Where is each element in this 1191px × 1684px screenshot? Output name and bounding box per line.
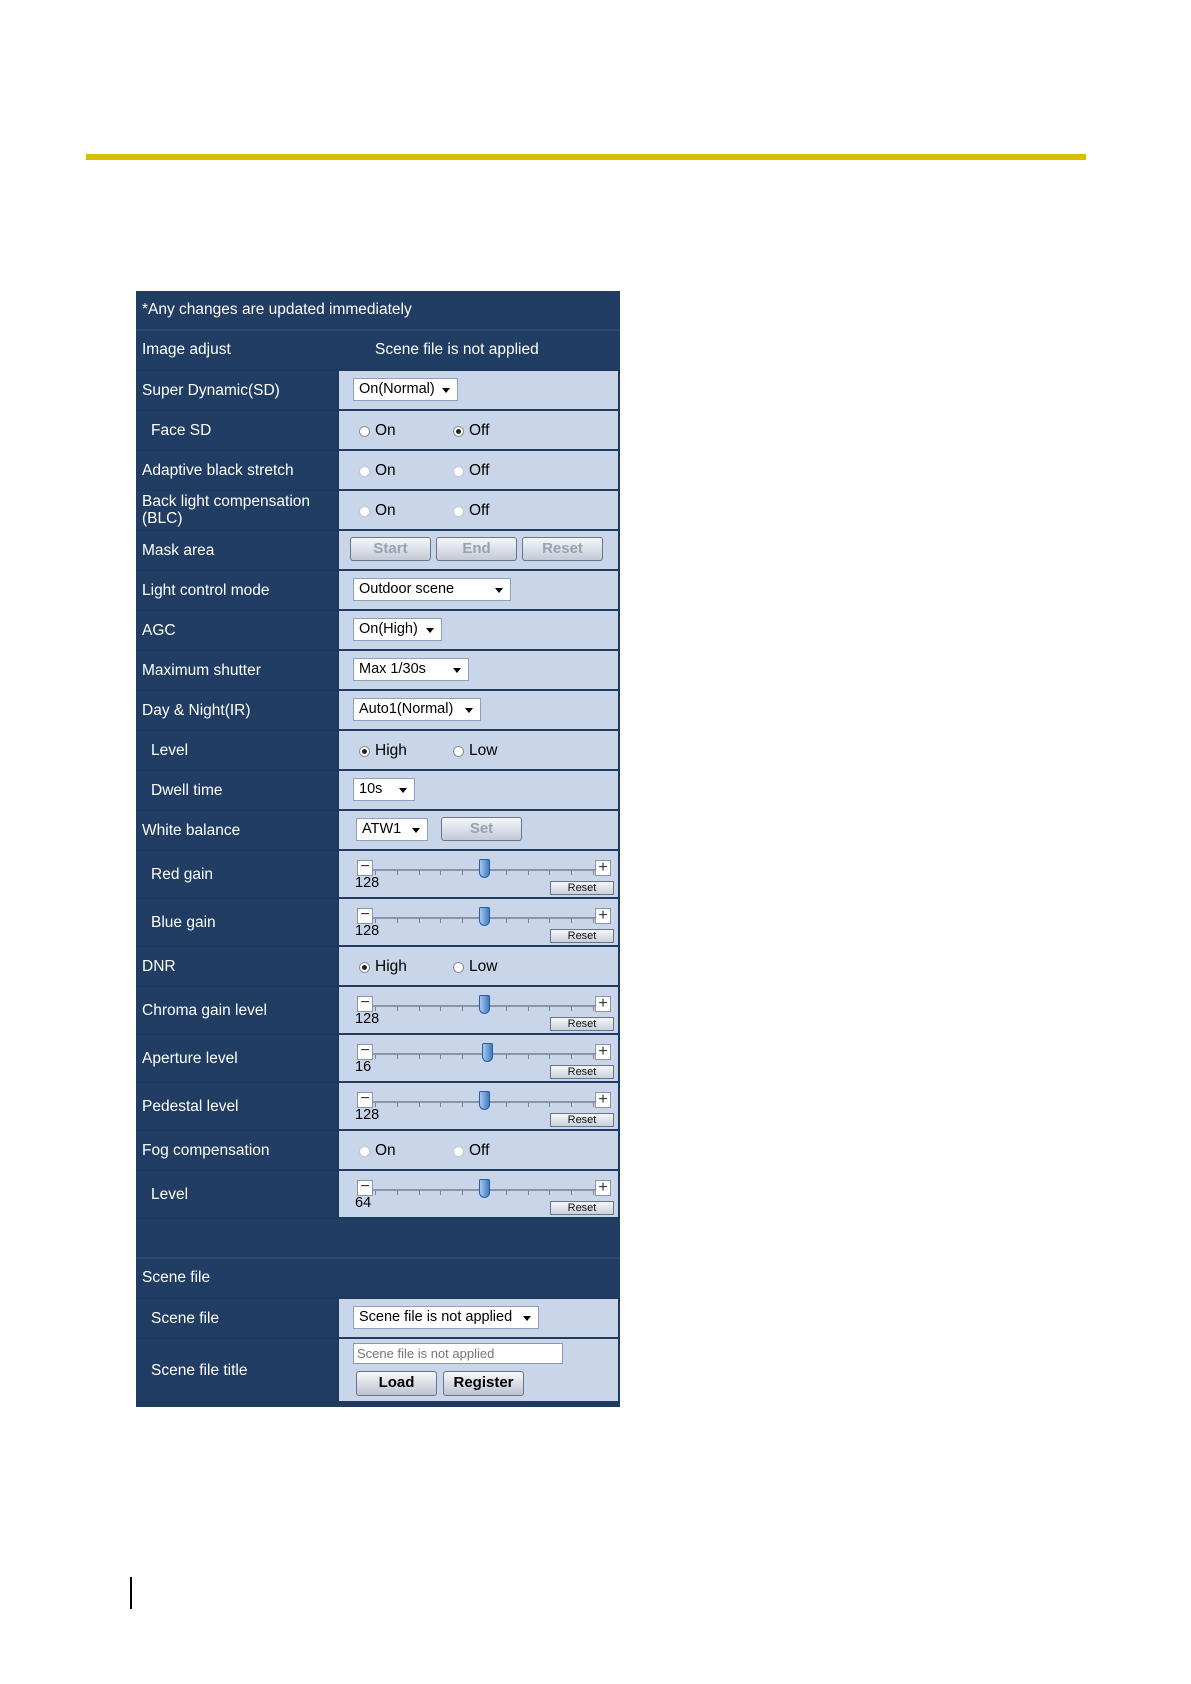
scene-title-input[interactable] [353, 1343, 563, 1364]
tick-mark [528, 1055, 529, 1059]
slider-reset-button[interactable]: Reset [550, 1017, 614, 1031]
tick-mark [528, 871, 529, 875]
tick-mark [440, 919, 441, 923]
row-day-night [136, 691, 620, 729]
red-gain-label: Red gain [136, 851, 337, 897]
tick-mark [549, 1103, 550, 1107]
select-value: Outdoor scene [359, 581, 455, 597]
white-balance-select[interactable] [356, 818, 428, 841]
value-cell [339, 651, 618, 689]
mask-area-label: Mask area [136, 531, 337, 569]
radio-selected-icon [359, 962, 370, 973]
pedestal-slider[interactable] [339, 1083, 618, 1129]
radio-label: On [375, 462, 396, 479]
row-fog [136, 1131, 620, 1169]
tick-mark [549, 919, 550, 923]
super-dynamic-label: Super Dynamic(SD) [136, 371, 337, 409]
slider-thumb[interactable] [479, 1179, 490, 1198]
blc-on-radio[interactable] [359, 502, 396, 520]
tick-mark [462, 1191, 463, 1195]
radio-selected-icon [359, 746, 370, 757]
dwell-time-select[interactable] [353, 778, 415, 801]
blc-label-line2: (BLC) [142, 510, 183, 527]
blc-label [136, 491, 337, 529]
slider-value: 16 [355, 1059, 372, 1075]
value-cell [339, 491, 618, 529]
tick-mark [440, 1191, 441, 1195]
value-cell [339, 947, 618, 985]
image-adjust-panel [136, 291, 620, 1407]
day-night-label: Day & Night(IR) [136, 691, 337, 729]
tick-mark [506, 1103, 507, 1107]
blue-gain-label: Blue gain [136, 899, 337, 945]
tick-mark [506, 1191, 507, 1195]
tick-mark [528, 1103, 529, 1107]
tick-mark [462, 871, 463, 875]
row-chroma-gain [136, 987, 620, 1033]
slider-value: 64 [355, 1195, 372, 1211]
blue-gain-slider[interactable] [339, 899, 618, 945]
tick-mark [440, 1007, 441, 1011]
mask-start-button[interactable]: Start [350, 537, 431, 561]
light-control-select[interactable] [353, 578, 511, 601]
tick-mark [397, 1103, 398, 1107]
tick-mark [462, 1007, 463, 1011]
slider-value: 128 [355, 1011, 380, 1027]
tick-mark [440, 871, 441, 875]
fog-level-slider[interactable] [339, 1171, 618, 1217]
tick-mark [528, 1007, 529, 1011]
row-white-balance [136, 811, 620, 849]
image-adjust-title: Image adjust [142, 341, 231, 358]
value-cell [339, 371, 618, 409]
tick-mark [462, 1103, 463, 1107]
tick-mark [419, 1191, 420, 1195]
minus-icon[interactable]: − [357, 996, 373, 1012]
minus-icon[interactable]: − [357, 908, 373, 924]
scene-file-label: Scene file [136, 1299, 337, 1337]
mask-reset-button[interactable]: Reset [522, 537, 603, 561]
image-adjust-header [136, 331, 620, 369]
chevron-down-icon [426, 628, 434, 633]
tick-mark [571, 871, 572, 875]
tick-mark [571, 1007, 572, 1011]
dnr-label: DNR [136, 947, 337, 985]
tick-mark [571, 919, 572, 923]
adaptive-black-on-radio[interactable] [359, 462, 396, 480]
row-face-sd [136, 411, 620, 449]
row-fog-level [136, 1171, 620, 1217]
row-super-dynamic [136, 371, 620, 409]
minus-icon[interactable]: − [357, 860, 373, 876]
value-cell [339, 1339, 618, 1401]
day-night-select[interactable] [353, 698, 481, 721]
slider-value: 128 [355, 875, 380, 891]
blc-off-radio[interactable] [453, 502, 489, 520]
tick-mark [593, 1007, 594, 1011]
chevron-down-icon [523, 1316, 531, 1321]
row-dwell-time [136, 771, 620, 809]
tick-mark [397, 1007, 398, 1011]
aperture-label: Aperture level [136, 1035, 337, 1081]
tick-mark [419, 871, 420, 875]
tick-mark [397, 919, 398, 923]
radio-label: On [375, 1142, 396, 1159]
minus-icon[interactable]: − [357, 1044, 373, 1060]
plus-icon[interactable]: + [595, 1092, 611, 1108]
value-cell [339, 411, 618, 449]
row-aperture [136, 1035, 620, 1081]
row-scene-file [136, 1299, 620, 1337]
notice-text: *Any changes are updated immediately [136, 291, 620, 329]
select-value: ATW1 [362, 821, 402, 837]
slider-thumb[interactable] [479, 995, 490, 1014]
radio-icon [453, 506, 464, 517]
super-dynamic-select[interactable] [353, 378, 458, 401]
tick-mark [549, 1007, 550, 1011]
value-cell [339, 611, 618, 649]
register-button[interactable]: Register [443, 1371, 524, 1396]
slider-value: 128 [355, 923, 380, 939]
radio-icon [359, 426, 370, 437]
select-value: Scene file is not applied [359, 1309, 513, 1325]
radio-label: Off [469, 502, 490, 519]
row-light-control [136, 571, 620, 609]
radio-icon [453, 746, 464, 757]
tick-mark [506, 1007, 507, 1011]
tick-mark [506, 919, 507, 923]
slider-reset-button[interactable]: Reset [550, 1113, 614, 1127]
tick-mark [397, 1055, 398, 1059]
slider-reset-button[interactable]: Reset [550, 1201, 614, 1215]
tick-mark [506, 871, 507, 875]
tick-mark [419, 1055, 420, 1059]
red-gain-slider[interactable] [339, 851, 618, 897]
radio-label: Off [469, 1142, 490, 1159]
value-cell [339, 731, 618, 769]
agc-label: AGC [136, 611, 337, 649]
value-cell [339, 691, 618, 729]
dnr-high-radio[interactable] [359, 958, 407, 976]
light-control-label: Light control mode [136, 571, 337, 609]
tick-mark [419, 1007, 420, 1011]
radio-label: Off [469, 462, 490, 479]
chroma-gain-slider[interactable] [339, 987, 618, 1033]
tick-mark [528, 1191, 529, 1195]
row-adaptive-black [136, 451, 620, 489]
page-header-rule [86, 154, 1086, 160]
row-dnr [136, 947, 620, 985]
dwell-time-label: Dwell time [136, 771, 337, 809]
radio-icon [359, 506, 370, 517]
select-value: Max 1/30s [359, 661, 426, 677]
dn-level-low-radio[interactable] [453, 742, 497, 760]
plus-icon[interactable]: + [595, 908, 611, 924]
face-sd-off-radio[interactable] [453, 422, 489, 440]
radio-icon [359, 466, 370, 477]
agc-select[interactable] [353, 618, 442, 641]
spacer-row [136, 1219, 620, 1257]
slider-thumb[interactable] [479, 907, 490, 926]
dn-level-high-radio[interactable] [359, 742, 407, 760]
plus-icon[interactable]: + [595, 860, 611, 876]
tick-mark [528, 919, 529, 923]
tick-mark [462, 919, 463, 923]
tick-mark [440, 1055, 441, 1059]
tick-mark [462, 1055, 463, 1059]
tick-mark [571, 1055, 572, 1059]
radio-icon [359, 1146, 370, 1157]
slider-thumb[interactable] [479, 1091, 490, 1110]
tick-mark [571, 1103, 572, 1107]
tick-mark [375, 1191, 376, 1195]
tick-mark [419, 1103, 420, 1107]
scene-status-text: Scene file is not applied [375, 341, 539, 358]
value-cell [339, 531, 618, 569]
load-button[interactable]: Load [356, 1371, 437, 1396]
scene-title-label: Scene file title [136, 1339, 337, 1401]
radio-icon [453, 1146, 464, 1157]
plus-icon[interactable]: + [595, 1180, 611, 1196]
radio-icon [453, 466, 464, 477]
row-max-shutter [136, 651, 620, 689]
chroma-gain-label: Chroma gain level [136, 987, 337, 1033]
adaptive-black-label: Adaptive black stretch [136, 451, 337, 489]
value-cell [339, 571, 618, 609]
radio-label: High [375, 958, 407, 975]
row-agc [136, 611, 620, 649]
row-mask-area [136, 531, 620, 569]
tick-mark [397, 1191, 398, 1195]
white-balance-label: White balance [136, 811, 337, 849]
radio-label: On [375, 502, 396, 519]
scene-file-select[interactable] [353, 1306, 539, 1329]
tick-mark [571, 1191, 572, 1195]
tick-mark [593, 871, 594, 875]
tick-mark [397, 871, 398, 875]
max-shutter-label: Maximum shutter [136, 651, 337, 689]
face-sd-label: Face SD [136, 411, 337, 449]
chevron-down-icon [453, 668, 461, 673]
slider-reset-button[interactable]: Reset [550, 881, 614, 895]
minus-icon[interactable]: − [357, 1180, 373, 1196]
tick-mark [549, 871, 550, 875]
fog-level-label: Level [136, 1171, 337, 1217]
radio-label: On [375, 422, 396, 439]
tick-mark [419, 919, 420, 923]
page-margin-mark [130, 1577, 132, 1609]
select-value: Auto1(Normal) [359, 701, 454, 717]
slider-thumb[interactable] [482, 1043, 493, 1062]
plus-icon[interactable]: + [595, 1044, 611, 1060]
select-value: On(High) [359, 621, 418, 637]
blc-label-line1: Back light compensation [142, 493, 311, 510]
slider-value: 128 [355, 1107, 380, 1123]
radio-selected-icon [453, 426, 464, 437]
plus-icon[interactable]: + [595, 996, 611, 1012]
row-dn-level [136, 731, 620, 769]
chevron-down-icon [399, 788, 407, 793]
tick-mark [506, 1055, 507, 1059]
chevron-down-icon [465, 708, 473, 713]
chevron-down-icon [412, 828, 420, 833]
tick-mark [549, 1191, 550, 1195]
dnr-low-radio[interactable] [453, 958, 497, 976]
tick-mark [593, 1191, 594, 1195]
tick-mark [593, 1055, 594, 1059]
radio-label: Off [469, 422, 490, 439]
value-cell [339, 1299, 618, 1337]
slider-thumb[interactable] [479, 859, 490, 878]
slider-reset-button[interactable]: Reset [550, 1065, 614, 1079]
tick-mark [593, 919, 594, 923]
value-cell [339, 771, 618, 809]
slider-reset-button[interactable]: Reset [550, 929, 614, 943]
tick-mark [375, 1055, 376, 1059]
adaptive-black-off-radio[interactable] [453, 462, 489, 480]
mask-end-button[interactable]: End [436, 537, 517, 561]
pedestal-label: Pedestal level [136, 1083, 337, 1129]
select-value: 10s [359, 781, 383, 797]
face-sd-on-radio[interactable] [359, 422, 396, 440]
row-red-gain [136, 851, 620, 897]
row-pedestal [136, 1083, 620, 1129]
radio-label: Low [469, 958, 498, 975]
tick-mark [549, 1055, 550, 1059]
value-cell [339, 451, 618, 489]
radio-label: Low [469, 742, 498, 759]
aperture-slider[interactable] [339, 1035, 618, 1081]
chevron-down-icon [442, 388, 450, 393]
radio-label: High [375, 742, 407, 759]
row-scene-title [136, 1339, 620, 1401]
max-shutter-select[interactable] [353, 658, 469, 681]
row-blc [136, 491, 620, 529]
tick-mark [440, 1103, 441, 1107]
select-value: On(Normal) [359, 381, 435, 397]
fog-label: Fog compensation [136, 1131, 337, 1169]
dn-level-label: Level [136, 731, 337, 769]
row-blue-gain [136, 899, 620, 945]
tick-mark [593, 1103, 594, 1107]
value-cell [339, 811, 618, 849]
minus-icon[interactable]: − [357, 1092, 373, 1108]
fog-on-radio[interactable] [359, 1142, 396, 1160]
radio-icon [453, 962, 464, 973]
white-balance-set-button[interactable]: Set [441, 817, 522, 841]
scene-file-section-title: Scene file [136, 1259, 620, 1297]
chevron-down-icon [495, 588, 503, 593]
value-cell [339, 1131, 618, 1169]
fog-off-radio[interactable] [453, 1142, 489, 1160]
